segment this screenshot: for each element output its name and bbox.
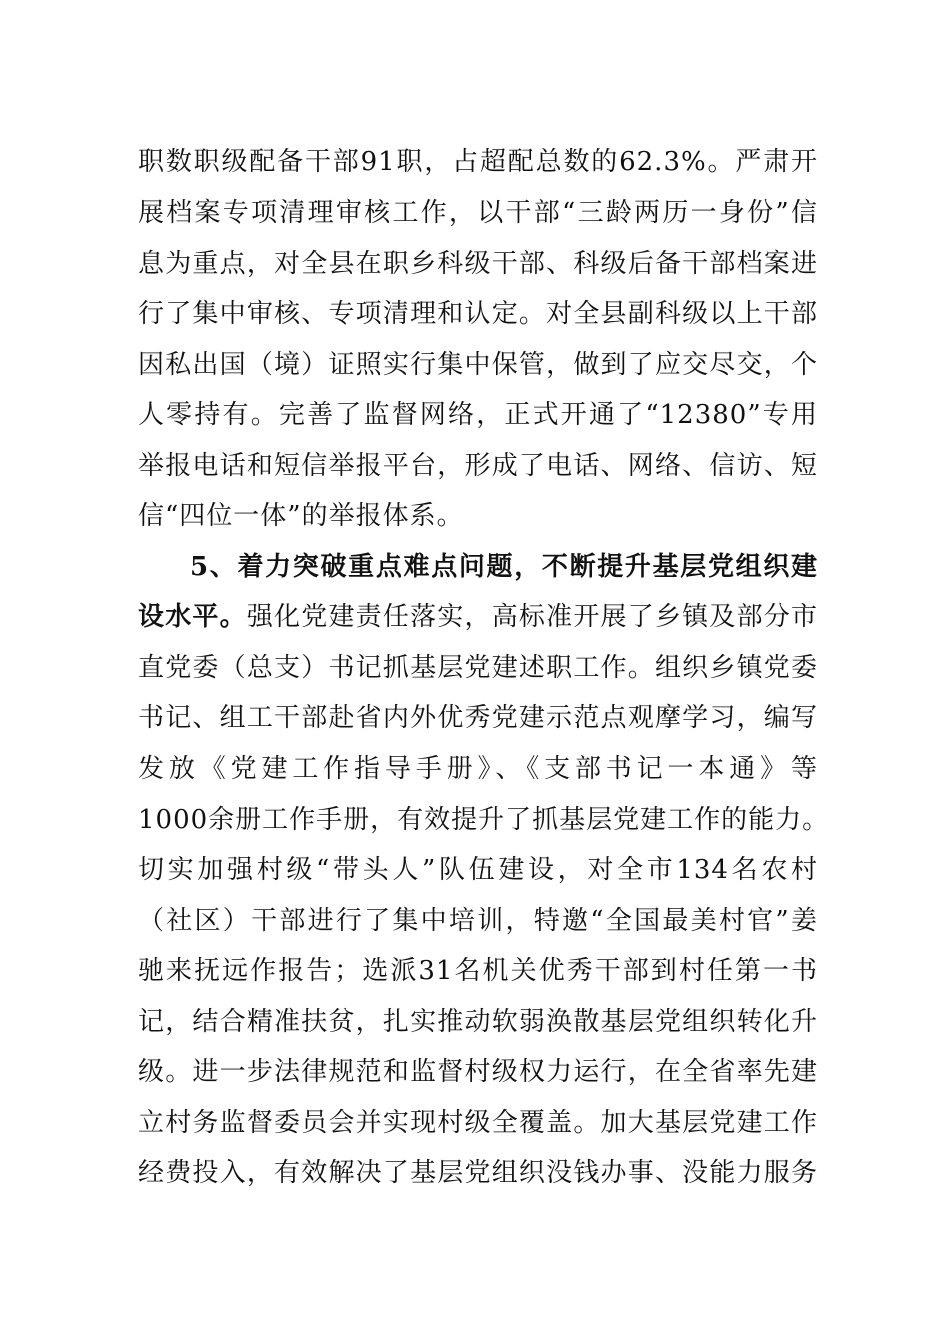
paragraph-line: 举报电话和短信举报平台，形成了电话、网络、信访、短	[138, 451, 818, 481]
paragraph-line: 级。进一步法律规范和监督村级权力运行，在全省率先建	[138, 1057, 818, 1087]
paragraph-line: 记，结合精准扶贫，扎实推动软弱涣散基层党组织转化升	[138, 1007, 818, 1037]
paragraph-line-text: 强化党建责任落实，高标准开展了乡镇及部分市	[246, 602, 818, 632]
paragraph-line: 驰来抚远作报告；选派31名机关优秀干部到村任第一书	[138, 956, 818, 986]
paragraph-line: 行了集中审核、专项清理和认定。对全县副科级以上干部	[138, 299, 818, 329]
paragraph-line: 息为重点，对全县在职乡科级干部、科级后备干部档案进	[138, 249, 818, 279]
paragraph-line: 书记、组工干部赴省内外优秀党建示范点观摩学习，编写	[138, 703, 818, 733]
paragraph-line	[138, 600, 818, 634]
section-heading: 5、着力突破重点难点问题，不断提升基层党组织建	[190, 552, 818, 582]
paragraph-line: 切实加强村级“带头人”队伍建设，对全市134名农村	[138, 855, 818, 885]
paragraph-line: 展档案专项清理审核工作，以干部“三龄两历一身份”信	[138, 198, 818, 228]
paragraph-line: 职数职级配备干部91职，占超配总数的62.3%。严肃开	[138, 147, 818, 177]
paragraph-line: 发放《党建工作指导手册》、《支部书记一本通》等	[138, 754, 818, 784]
paragraph-line: 因私出国（境）证照实行集中保管，做到了应交尽交，个	[138, 350, 818, 380]
paragraph-line: 人零持有。完善了监督网络，正式开通了“12380”专用	[138, 400, 818, 430]
paragraph-line: 直党委（总支）书记抓基层党建述职工作。组织乡镇党委	[138, 653, 818, 683]
paragraph-line: 信“四位一体”的举报体系。	[138, 501, 464, 531]
paragraph-line: 立村务监督委员会并实现村级全覆盖。加大基层党建工作	[138, 1108, 818, 1138]
section-heading-end: 设水平。	[138, 602, 247, 632]
paragraph-line: （社区）干部进行了集中培训，特邀“全国最美村官”姜	[138, 906, 818, 936]
paragraph-line: 1000余册工作手册，有效提升了抓基层党建工作的能力。	[138, 805, 830, 835]
paragraph-line: 经费投入，有效解决了基层党组织没钱办事、没能力服务	[138, 1158, 818, 1188]
